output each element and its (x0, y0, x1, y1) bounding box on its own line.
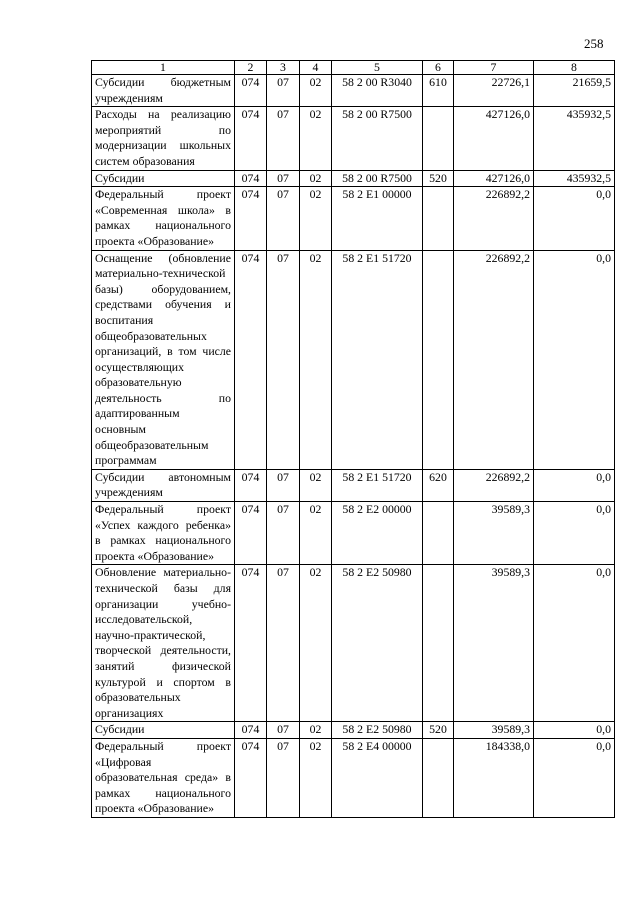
cell-code: 074 (235, 187, 267, 250)
cell-amount-2: 435932,5 (534, 107, 615, 170)
cell-amount-2: 0,0 (534, 565, 615, 722)
cell-code: 074 (235, 565, 267, 722)
row-name: Федеральный проект «Цифровая образовательная среда» в рамках национального проекта «Образование» (92, 738, 235, 817)
cell-code: 074 (235, 170, 267, 187)
cell-expense-type (423, 250, 454, 469)
table-row (92, 187, 615, 250)
cell-target-article: 58 2 00 R3040 (332, 75, 423, 107)
column-header: 5 (332, 61, 423, 75)
cell-expense-type (423, 187, 454, 250)
table-row (92, 722, 615, 739)
cell-code: 074 (235, 75, 267, 107)
column-header: 1 (92, 61, 235, 75)
cell-code: 074 (235, 469, 267, 501)
cell-section: 07 (267, 170, 300, 187)
cell-target-article: 58 2 E2 50980 (332, 565, 423, 722)
column-header: 3 (267, 61, 300, 75)
column-header: 4 (300, 61, 332, 75)
row-name: Оснащение (обновление материально-технической базы) оборудованием, средствами обучения и воспитания общеобразовательных организаций, в том числе осуществляющих образовательную деятельность по адаптированным основным общеобразовательным программам (92, 250, 235, 469)
row-name: Федеральный проект «Современная школа» в рамках национального проекта «Образование» (92, 187, 235, 250)
cell-expense-type (423, 107, 454, 170)
table-row (92, 75, 615, 107)
page-number: 258 (584, 36, 604, 51)
cell-amount-2: 0,0 (534, 187, 615, 250)
cell-section: 07 (267, 250, 300, 469)
cell-code: 074 (235, 738, 267, 817)
cell-amount-1: 22726,1 (454, 75, 534, 107)
table-row (92, 565, 615, 722)
cell-amount-2: 0,0 (534, 250, 615, 469)
cell-section: 07 (267, 469, 300, 501)
cell-expense-type (423, 502, 454, 565)
cell-subsection: 02 (300, 738, 332, 817)
cell-section: 07 (267, 502, 300, 565)
column-header: 8 (534, 61, 615, 75)
cell-amount-1: 226892,2 (454, 469, 534, 501)
table-row (92, 107, 615, 170)
cell-amount-2: 0,0 (534, 722, 615, 739)
cell-expense-type: 610 (423, 75, 454, 107)
row-name: Субсидии автономным учреждениям (92, 469, 235, 501)
cell-amount-1: 184338,0 (454, 738, 534, 817)
cell-expense-type: 520 (423, 722, 454, 739)
row-name: Федеральный проект «Успех каждого ребенка» в рамках национального проекта «Образование» (92, 502, 235, 565)
cell-code: 074 (235, 107, 267, 170)
table-row (92, 738, 615, 817)
cell-subsection: 02 (300, 107, 332, 170)
cell-amount-1: 226892,2 (454, 250, 534, 469)
cell-code: 074 (235, 250, 267, 469)
cell-target-article: 58 2 E2 50980 (332, 722, 423, 739)
cell-amount-1: 427126,0 (454, 170, 534, 187)
cell-section: 07 (267, 107, 300, 170)
cell-target-article: 58 2 E4 00000 (332, 738, 423, 817)
row-name: Расходы на реализацию мероприятий по модернизации школьных систем образования (92, 107, 235, 170)
cell-amount-1: 427126,0 (454, 107, 534, 170)
cell-subsection: 02 (300, 170, 332, 187)
cell-subsection: 02 (300, 502, 332, 565)
cell-target-article: 58 2 00 R7500 (332, 170, 423, 187)
cell-subsection: 02 (300, 722, 332, 739)
cell-target-article: 58 2 E1 00000 (332, 187, 423, 250)
cell-amount-2: 21659,5 (534, 75, 615, 107)
cell-section: 07 (267, 75, 300, 107)
cell-amount-2: 0,0 (534, 738, 615, 817)
column-header: 7 (454, 61, 534, 75)
cell-expense-type: 620 (423, 469, 454, 501)
cell-section: 07 (267, 722, 300, 739)
cell-target-article: 58 2 E2 00000 (332, 502, 423, 565)
cell-subsection: 02 (300, 565, 332, 722)
cell-subsection: 02 (300, 75, 332, 107)
cell-expense-type: 520 (423, 170, 454, 187)
cell-amount-1: 226892,2 (454, 187, 534, 250)
cell-amount-2: 0,0 (534, 502, 615, 565)
column-header: 2 (235, 61, 267, 75)
table-row (92, 469, 615, 501)
cell-amount-2: 435932,5 (534, 170, 615, 187)
cell-target-article: 58 2 E1 51720 (332, 250, 423, 469)
cell-subsection: 02 (300, 187, 332, 250)
cell-section: 07 (267, 187, 300, 250)
cell-code: 074 (235, 722, 267, 739)
column-header: 6 (423, 61, 454, 75)
cell-expense-type (423, 565, 454, 722)
cell-target-article: 58 2 00 R7500 (332, 107, 423, 170)
cell-target-article: 58 2 E1 51720 (332, 469, 423, 501)
table-row (92, 502, 615, 565)
cell-amount-2: 0,0 (534, 469, 615, 501)
cell-code: 074 (235, 502, 267, 565)
cell-subsection: 02 (300, 250, 332, 469)
row-name: Обновление материально-технической базы для организации учебно-исследовательской, научно-практической, творческой деятельности, занятий физической культурой и спортом в образовательных организациях (92, 565, 235, 722)
cell-amount-1: 39589,3 (454, 565, 534, 722)
cell-amount-1: 39589,3 (454, 722, 534, 739)
cell-amount-1: 39589,3 (454, 502, 534, 565)
cell-section: 07 (267, 738, 300, 817)
row-name: Субсидии (92, 170, 235, 187)
table-row (92, 170, 615, 187)
cell-expense-type (423, 738, 454, 817)
budget-table (91, 60, 615, 818)
table-header-row (92, 61, 615, 75)
cell-section: 07 (267, 565, 300, 722)
row-name: Субсидии (92, 722, 235, 739)
cell-subsection: 02 (300, 469, 332, 501)
table-row (92, 250, 615, 469)
row-name: Субсидии бюджетным учреждениям (92, 75, 235, 107)
